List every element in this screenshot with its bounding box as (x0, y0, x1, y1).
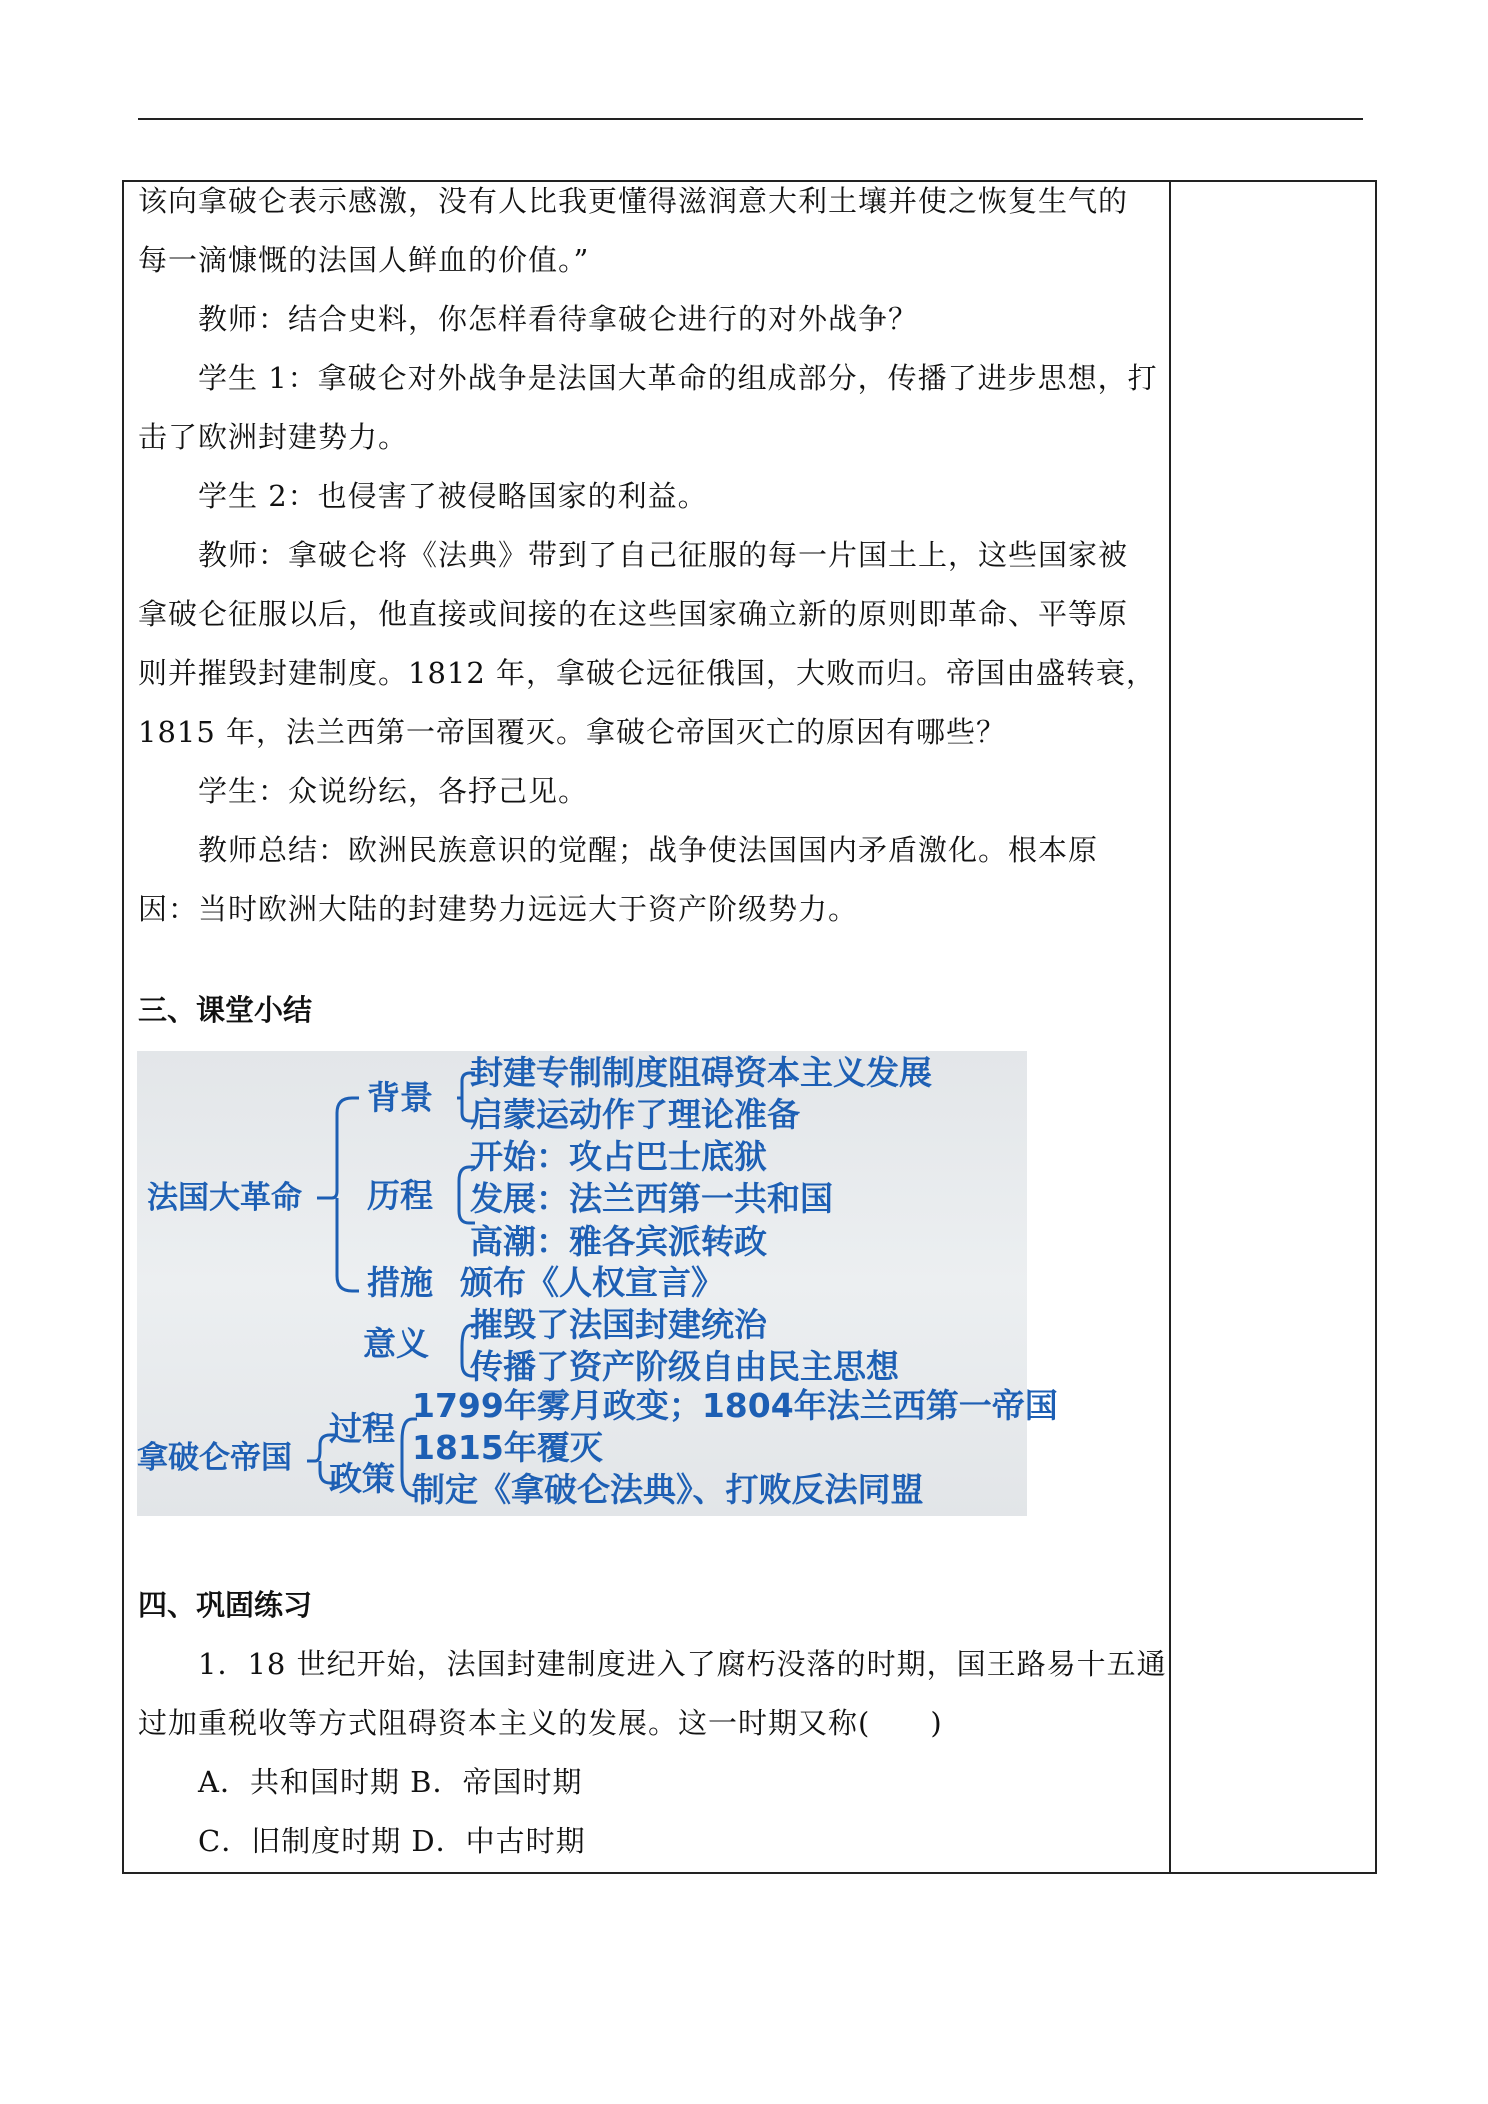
mindmap-item: 高潮：雅各宾派转政 (470, 1222, 767, 1261)
text-line: 每一滴慷慨的法国人鲜血的价值。” (138, 243, 590, 277)
mindmap-item: 传播了资产阶级自由民主思想 (470, 1347, 899, 1386)
text-line: 1815 年，法兰西第一帝国覆灭。拿破仑帝国灭亡的原因有哪些？ (138, 715, 1007, 749)
text-line: 教师：结合史料，你怎样看待拿破仑进行的对外战争？ (198, 302, 919, 336)
text-line: 学生 2：也侵害了被侵略国家的利益。 (198, 479, 708, 513)
mindmap-label-measures: 措施 (367, 1263, 433, 1302)
text-line: 因：当时欧洲大陆的封建势力远远大于资产阶级势力。 (138, 892, 859, 926)
mindmap-item: 启蒙运动作了理论准备 (470, 1095, 800, 1134)
mindmap-label-significance: 意义 (363, 1324, 429, 1363)
mindmap-item: 封建专制制度阻碍资本主义发展 (470, 1053, 932, 1092)
mindmap-label-nap-policy: 政策 (329, 1459, 395, 1498)
mindmap-label-background: 背景 (367, 1078, 433, 1117)
mindmap-label-nap-process: 过程 (329, 1409, 395, 1448)
summary-mindmap (137, 1051, 1058, 1516)
text-line: 该向拿破仑表示感激，没有人比我更懂得滋润意大利土壤并使之恢复生气的 (138, 184, 1129, 218)
mindmap-label-process: 历程 (367, 1176, 433, 1215)
text-line: 教师总结：欧洲民族意识的觉醒；战争使法国国内矛盾激化。根本原 (198, 833, 1099, 867)
text-line: 学生 1：拿破仑对外战争是法国大革命的组成部分，传播了进步思想，打 (198, 361, 1158, 395)
text-line: 则并摧毁封建制度。1812 年，拿破仑远征俄国，大败而归。帝国由盛转衰， (138, 656, 1157, 690)
text-line: 拿破仑征服以后，他直接或间接的在这些国家确立新的原则即革命、平等原 (138, 597, 1129, 631)
question-line: 过加重税收等方式阻碍资本主义的发展。这一时期又称( ) (138, 1706, 943, 1740)
header-rule (138, 118, 1363, 120)
question-options: A．共和国时期 B．帝国时期 (198, 1765, 583, 1799)
table-column-divider (1169, 180, 1171, 1874)
mindmap-item: 摧毁了法国封建统治 (470, 1305, 767, 1344)
mindmap-item: 制定《拿破仑法典》、打败反法同盟 (412, 1470, 924, 1509)
question-options: C．旧制度时期 D．中古时期 (198, 1824, 586, 1858)
section-heading-summary: 三、课堂小结 (138, 993, 313, 1027)
text-line: 学生：众说纷纭，各抒己见。 (198, 774, 589, 808)
text-line: 击了欧洲封建势力。 (138, 420, 409, 454)
section-heading-exercise: 四、巩固练习 (138, 1588, 313, 1622)
text-line: 教师：拿破仑将《法典》带到了自己征服的每一片国土上，这些国家被 (198, 538, 1129, 572)
mindmap-item: 1799年雾月政变；1804年法兰西第一帝国 (412, 1386, 1058, 1425)
mindmap-item: 开始：攻占巴士底狱 (470, 1137, 767, 1176)
mindmap-item: 发展：法兰西第一共和国 (470, 1179, 833, 1218)
mindmap-item: 颁布《人权宣言》 (460, 1263, 724, 1302)
question-line: 1．18 世纪开始，法国封建制度进入了腐朽没落的时期，国王路易十五通 (198, 1647, 1167, 1681)
mindmap-root-french-revolution: 法国大革命 (147, 1180, 302, 1216)
mindmap-item: 1815年覆灭 (412, 1428, 603, 1467)
mindmap-root-napoleonic-empire: 拿破仑帝国 (137, 1440, 292, 1476)
